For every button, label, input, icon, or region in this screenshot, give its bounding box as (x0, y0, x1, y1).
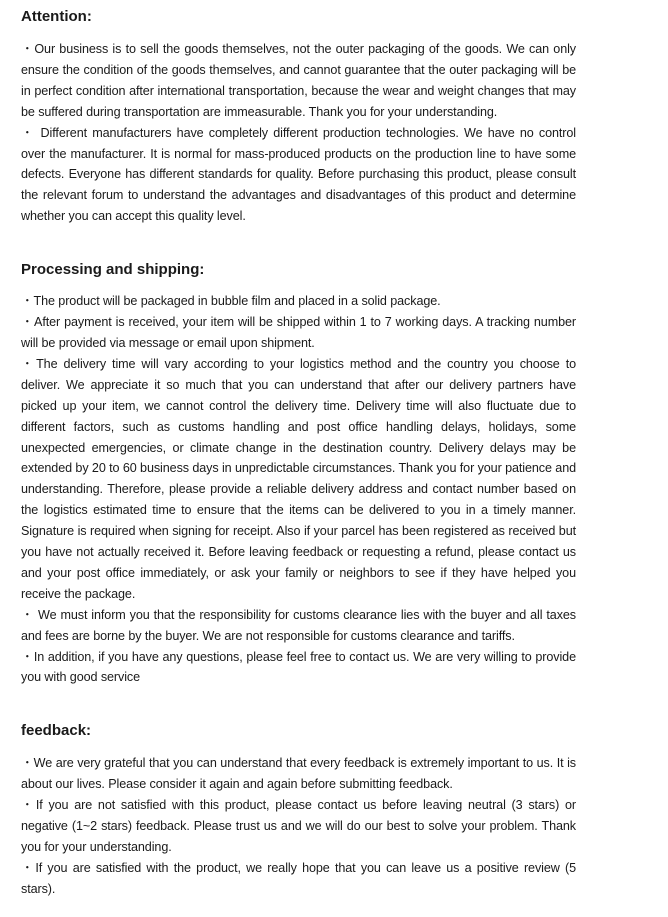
shipping-paragraph-packaging: ・The product will be packaged in bubble film and placed in a solid package. (21, 294, 441, 309)
shipping-paragraph-dispatch: ・After payment is received, your item will be shipped within 1 to 7 working days. A tracking number will be provided via message or email upon shipment. (21, 315, 576, 350)
attention-section (21, 7, 576, 227)
shipping-section (21, 260, 576, 688)
feedback-paragraph-importance: ・We are very grateful that you can understand that every feedback is extremely important to us. It is about our lives. Please consider it again and again before submitting feedback. (21, 756, 576, 792)
attention-heading: Attention: (21, 8, 92, 25)
shipping-paragraph-customs: ・ We must inform you that the responsibility for customs clearance lies with the buyer and all taxes and fees are borne by the buyer. We are not responsible for customs clearance and tariffs. (21, 607, 576, 643)
attention-paragraph-packaging: ・Our business is to sell the goods themselves, not the outer packaging of the goods. We can only ensure the condition of the goods themselves, and cannot guarantee that the outer packaging will be in perfect condition after international transportation, because the wear and weight changes that may be suffered during transportation are immeasurable. Thank you for your understanding. (21, 42, 576, 119)
policy-document (21, 0, 576, 900)
feedback-paragraph-satisfied: ・If you are satisfied with the product, we really hope that you can leave us a positive review (5 stars). (21, 860, 576, 896)
feedback-paragraph-unsatisfied: ・If you are not satisfied with this product, please contact us before leaving neutral (3 stars) or negative (1~2 stars) feedback. Please trust us and we will do our best to solve your problem. Thank you for your understanding. (21, 798, 576, 854)
shipping-paragraph-contact: ・In addition, if you have any questions, please feel free to contact us. We are very willing to provide you with good service (21, 649, 576, 685)
feedback-heading: feedback: (21, 722, 92, 740)
attention-paragraph-quality: ・ Different manufacturers have completely different production technologies. We have no control over the manufacturer. It is normal for mass-produced products on the production line to have some defects. Everyone has different standards for quality. Before purchasing this product, please consult the relevant forum to understand the advantages and disadvantages of this product and determine whether you can accept this quality level. (21, 125, 576, 224)
shipping-heading: Processing and shipping: (21, 261, 205, 279)
shipping-paragraph-delivery-time: ・The delivery time will vary according to your logistics method and the country you choose to deliver. We appreciate it so much that you can understand that after our delivery partners have picked up your item, we cannot control the delivery time. Delivery time will also fluctuate due to different factors, such as customs handling and post office handling delays, holidays, some unexpected emergencies, or climate change in the destination country. Delivery delays may be extended by 20 to 60 business days in unpredictable circumstances. Thank you for your patience and understanding. Therefore, please provide a reliable delivery address and contact number based on the logistics estimated time to ensure that the items can be delivered to you in a timely manner. Signature is required when signing for receipt. Also if your parcel has been registered as received but you have not actually received it. Before leaving feedback or requesting a refund, please contact us and your post office immediately, or ask your family or neighbors to see if they have helped you receive the package. (21, 356, 576, 601)
feedback-section (21, 721, 576, 899)
